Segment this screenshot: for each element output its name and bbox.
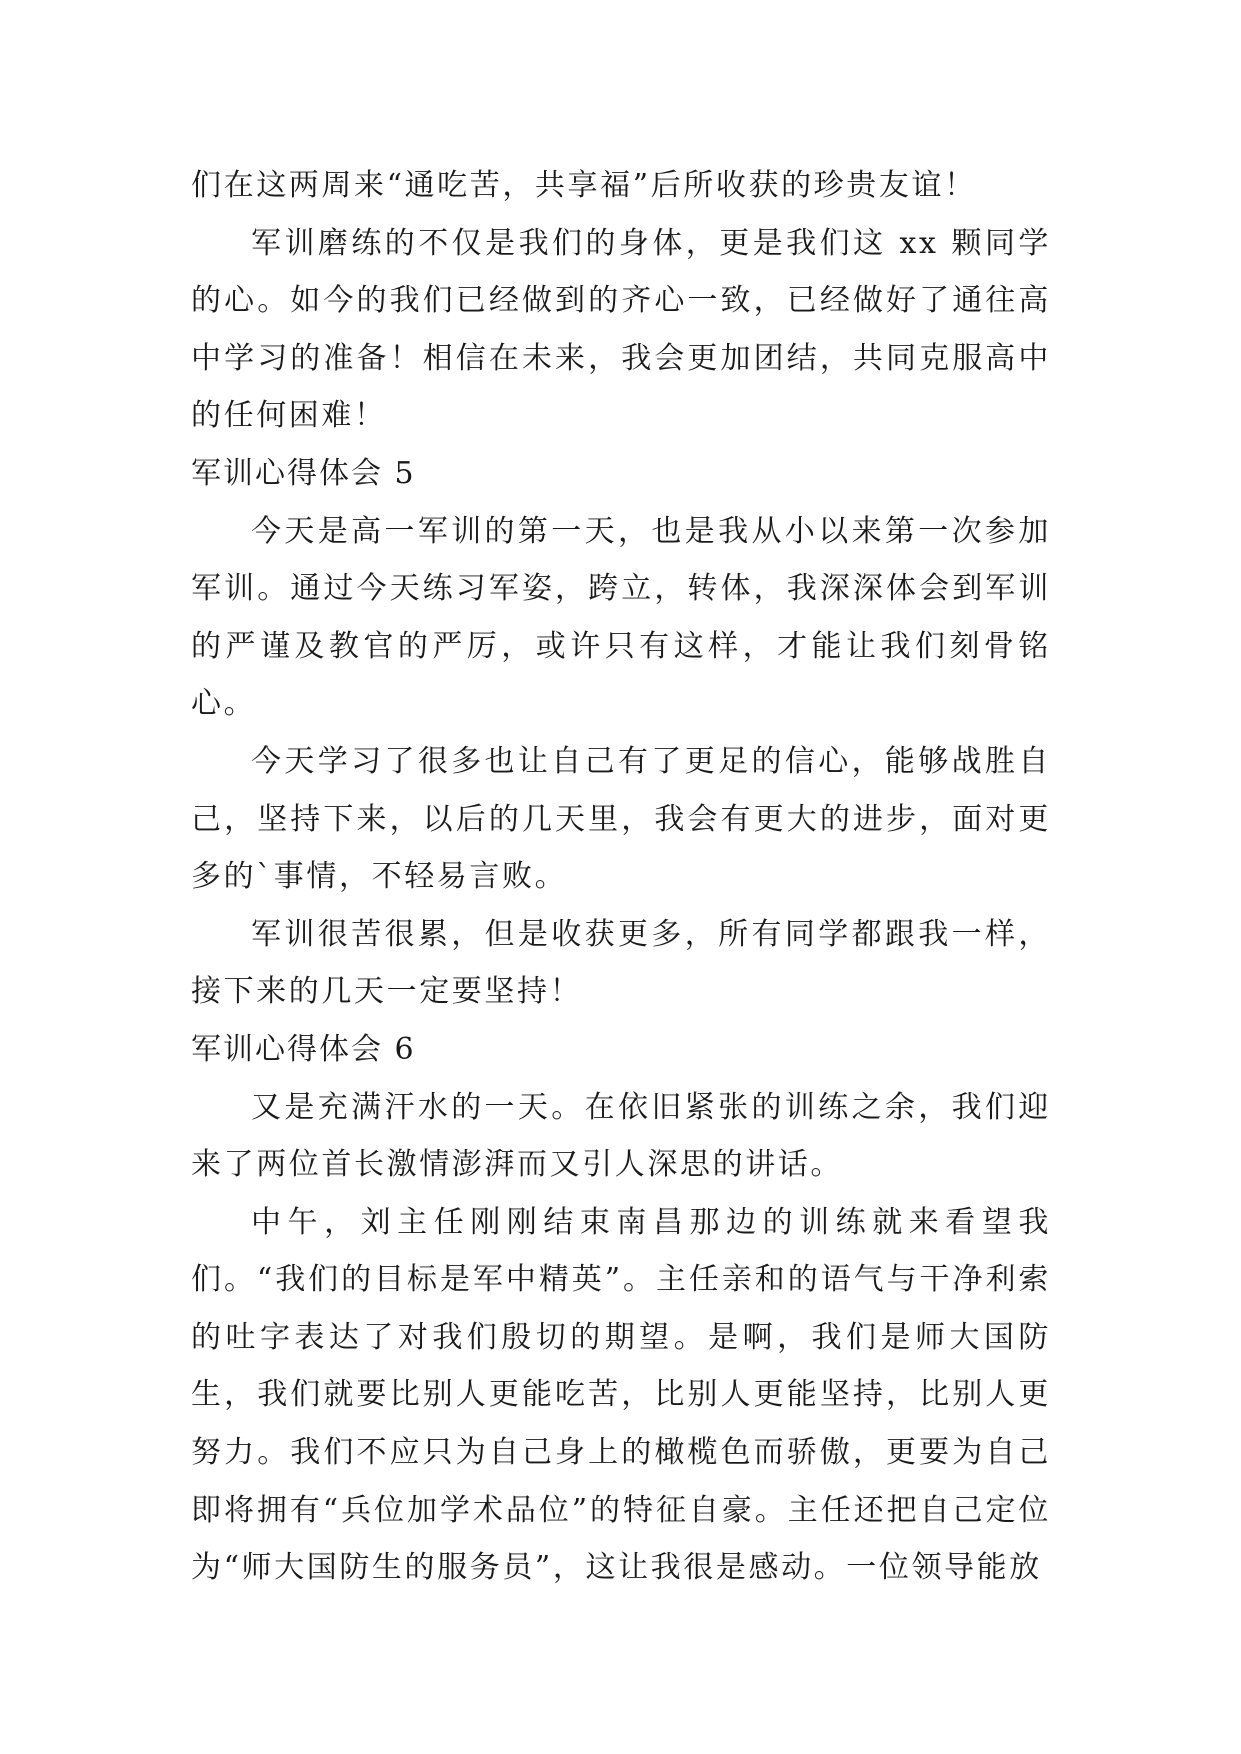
paragraph: 军训很苦很累，但是收获更多，所有同学都跟我一样，接下来的几天一定要坚持！ (191, 916, 1051, 1010)
paragraph: 今天学习了很多也让自己有了更足的信心，能够战胜自己，坚持下来，以后的几天里，我会有更大的进步，面对更多的`事情，不轻易言败。 (191, 743, 1051, 895)
paragraph: 中午，刘主任刚刚结束南昌那边的训练就来看望我们。“我们的目标是军中精英”。主任亲和的语气与干净利索的吐字表达了对我们殷切的期望。是啊，我们是师大国防生，我们就要比别人更能吃苦，比别人更能坚持，比别人更努力。我们不应只为自己身上的橄榄色而骄傲，更要为自己即将拥有“兵位加学术品位”的特征自豪。主任还把自己定位为“师大国防生的服务员”，这让我很是感动。一位领导能放 (191, 1204, 1051, 1586)
paragraph: 又是充满汗水的一天。在依旧紧张的训练之余，我们迎来了两位首长激情澎湃而又引人深思的讲话。 (191, 1089, 1051, 1183)
document-body (191, 157, 1051, 1597)
paragraph: 今天是高一军训的第一天，也是我从小以来第一次参加军训。通过今天练习军姿，跨立，转体，我深深体会到军训的严谨及教官的严厉，或许只有这样，才能让我们刻骨铭心。 (191, 513, 1051, 722)
paragraph: 军训磨练的不仅是我们的身体，更是我们这 xx 颗同学的心。如今的我们已经做到的齐心一致，已经做好了通往高中学习的准备！相信在未来，我会更加团结，共同克服高中的任何困难！ (191, 225, 1051, 434)
paragraph-continuation: 们在这两周来“通吃苦，共享福”后所收获的珍贵友谊！ (191, 168, 977, 203)
section-heading: 军训心得体会 5 (191, 455, 416, 491)
section-heading: 军训心得体会 6 (191, 1031, 416, 1067)
